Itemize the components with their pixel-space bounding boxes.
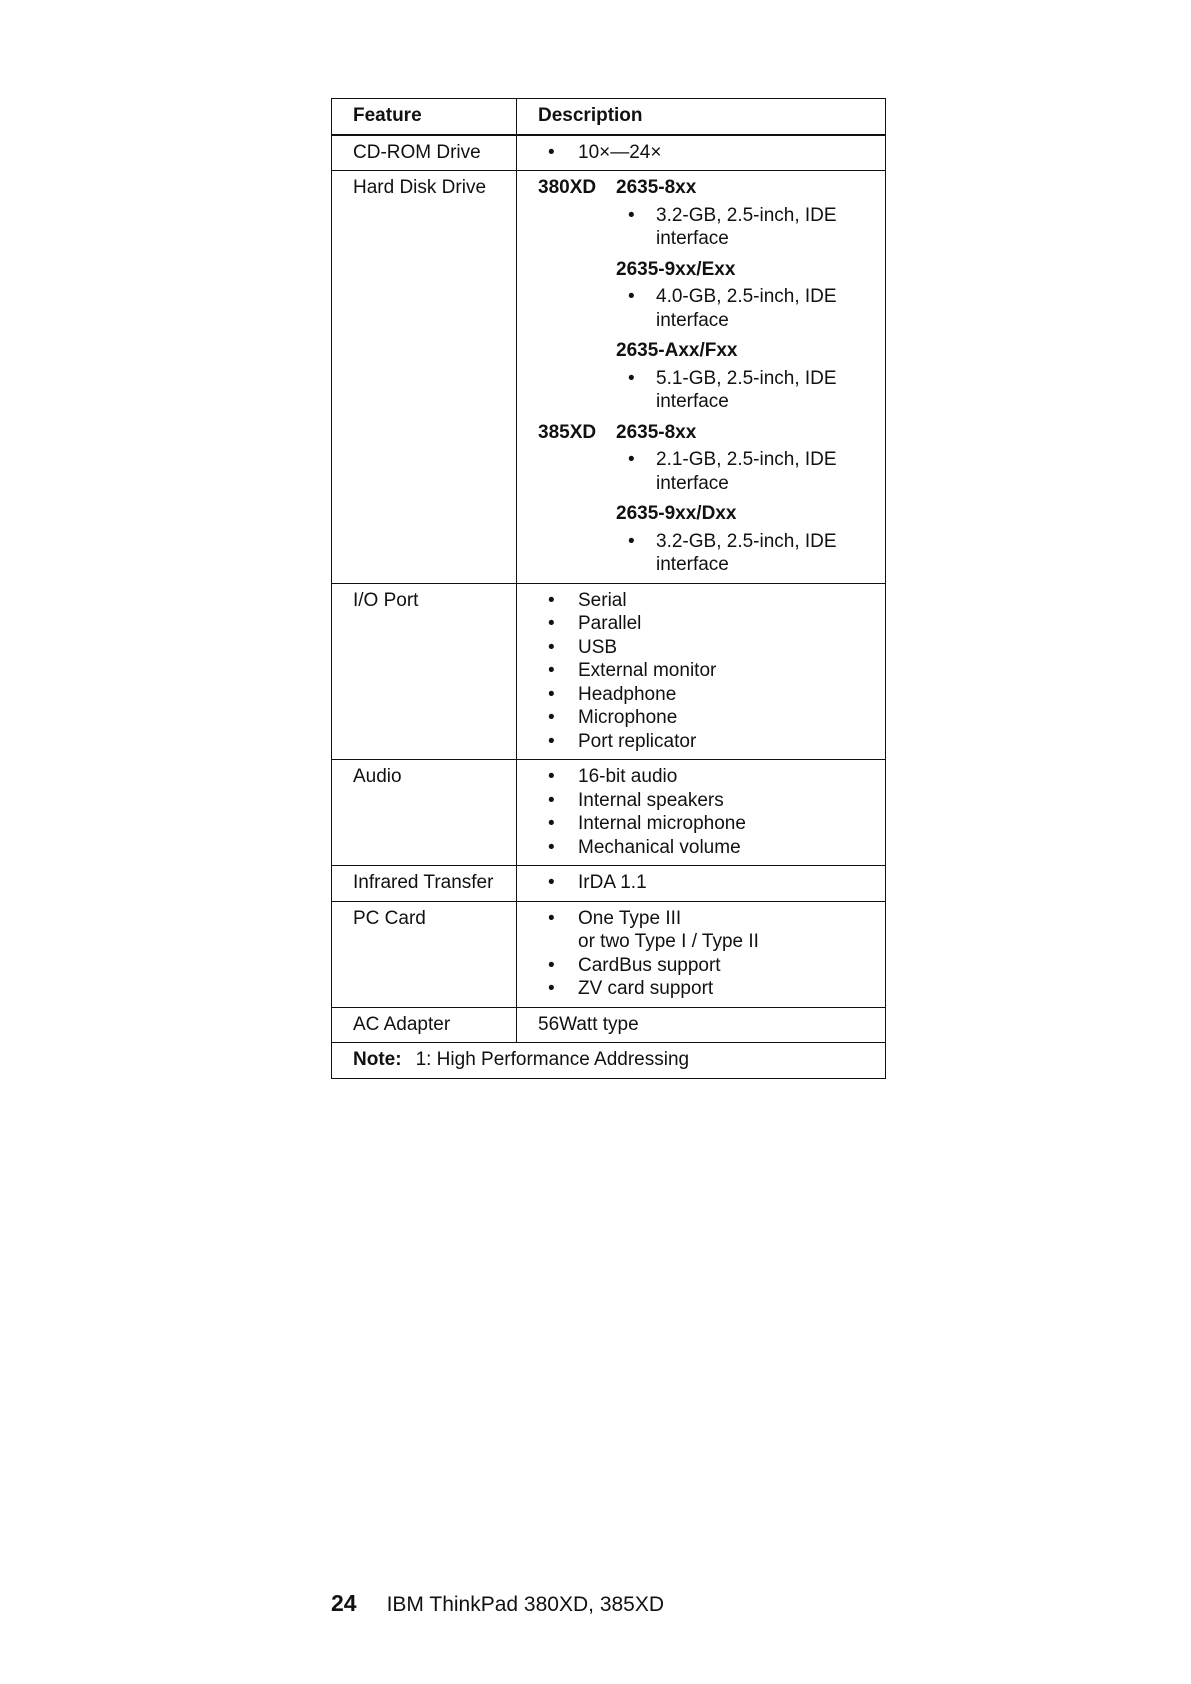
model-block — [538, 176, 877, 421]
list-item-text-continued: or two Type I / Type II — [578, 931, 759, 952]
list-item: • USB — [538, 636, 877, 660]
feature-table — [331, 98, 886, 1079]
note-text: 1: High Performance Addressing — [415, 1049, 690, 1070]
header-feature: Feature — [332, 99, 517, 135]
feature-cell: Hard Disk Drive — [332, 171, 517, 584]
footer-title: IBM ThinkPad 380XD, 385XD — [386, 1593, 665, 1616]
note-label: Note: — [353, 1049, 402, 1070]
bullet-list — [538, 765, 877, 859]
list-item: • Port replicator — [538, 730, 877, 754]
list-item: • 10×—24× — [538, 141, 877, 165]
feature-cell: I/O Port — [332, 583, 517, 760]
model-name: 385XD — [538, 421, 597, 443]
description-cell — [517, 135, 886, 171]
bullet-list — [616, 448, 877, 495]
list-item: • Parallel — [538, 612, 877, 636]
description-cell — [517, 583, 886, 760]
list-item — [538, 907, 877, 954]
list-item: • 5.1-GB, 2.5-inch, IDE interface — [616, 367, 877, 414]
list-item: • Microphone — [538, 706, 877, 730]
bullet-list — [538, 871, 877, 895]
feature-cell: CD-ROM Drive — [332, 135, 517, 171]
list-item: • Internal microphone — [538, 812, 877, 836]
feature-cell: Audio — [332, 760, 517, 866]
model-types — [616, 421, 877, 577]
bullet-list — [538, 907, 877, 1001]
feature-cell: Infrared Transfer — [332, 866, 517, 902]
list-item: • ZV card support — [538, 977, 877, 1001]
list-item: • Internal speakers — [538, 789, 877, 813]
list-item: • IrDA 1.1 — [538, 871, 877, 895]
list-item: • Mechanical volume — [538, 836, 877, 860]
page-footer — [331, 1590, 664, 1617]
bullet-list — [538, 589, 877, 754]
machine-type: 2635-8xx — [616, 177, 697, 198]
bullet-list — [616, 204, 877, 251]
page-number: 24 — [331, 1590, 357, 1616]
list-item-text: One Type III — [578, 907, 682, 929]
table-row-cdrom — [332, 135, 886, 171]
header-description: Description — [517, 99, 886, 135]
table-row-pc-card — [332, 901, 886, 1007]
model-name: 380XD — [538, 177, 597, 198]
table-row-infrared — [332, 866, 886, 902]
note-cell — [332, 1043, 886, 1079]
model-block — [538, 421, 877, 577]
machine-type: 2635-8xx — [616, 421, 697, 443]
table-header-row — [332, 99, 886, 135]
feature-cell: PC Card — [332, 901, 517, 1007]
description-cell — [517, 866, 886, 902]
table-note-row — [332, 1043, 886, 1079]
list-item: • 16-bit audio — [538, 765, 877, 789]
description-cell — [517, 901, 886, 1007]
machine-type: 2635-9xx/Exx — [616, 258, 736, 280]
description-cell — [517, 760, 886, 866]
bullet-list — [616, 285, 877, 332]
description-cell: 56Watt type — [517, 1007, 886, 1043]
table-row-hard-disk — [332, 171, 886, 584]
list-item: • 3.2-GB, 2.5-inch, IDE interface — [616, 530, 877, 577]
bullet-list — [616, 530, 877, 577]
table-row-io-port — [332, 583, 886, 760]
machine-type: 2635-9xx/Dxx — [616, 503, 737, 524]
list-item: • Serial — [538, 589, 877, 613]
list-item: • External monitor — [538, 659, 877, 683]
list-item: • CardBus support — [538, 954, 877, 978]
list-item: • 2.1-GB, 2.5-inch, IDE interface — [616, 448, 877, 495]
model-types — [616, 176, 877, 421]
feature-cell: AC Adapter — [332, 1007, 517, 1043]
list-item: • Headphone — [538, 683, 877, 707]
table-row-ac-adapter — [332, 1007, 886, 1043]
description-cell — [517, 171, 886, 584]
list-item: • 3.2-GB, 2.5-inch, IDE interface — [616, 204, 877, 251]
machine-type: 2635-Axx/Fxx — [616, 340, 738, 361]
bullet-list — [538, 141, 877, 165]
list-item: • 4.0-GB, 2.5-inch, IDE interface — [616, 285, 877, 332]
table-row-audio — [332, 760, 886, 866]
bullet-list — [616, 367, 877, 414]
